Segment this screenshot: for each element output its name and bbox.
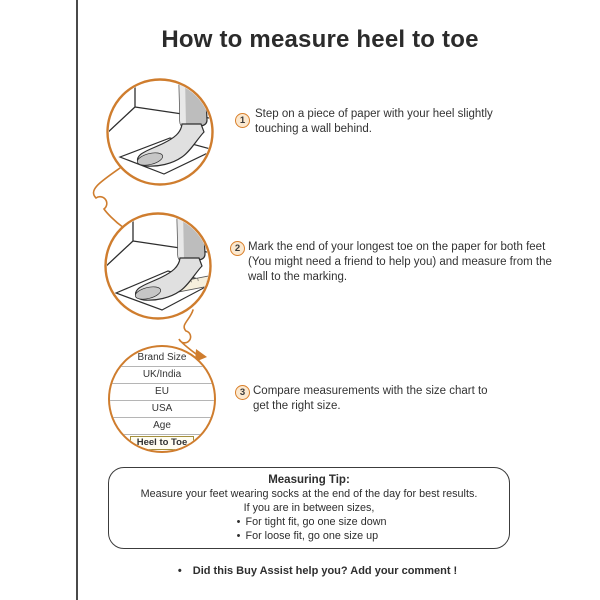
size-chart-table — [110, 350, 214, 451]
step1-illustration — [104, 76, 216, 188]
size-chart-row: Brand Size — [137, 352, 187, 363]
footer-note — [80, 565, 550, 577]
page-title: How to measure heel to toe — [161, 26, 479, 53]
bullet-icon: • — [177, 565, 182, 577]
size-chart-row: USA — [110, 400, 214, 417]
tip-line-1: Measure your feet wearing socks at the end of the day for best results. — [140, 488, 478, 500]
measuring-tip-box — [108, 467, 510, 549]
step1-instruction: Step on a piece of paper with your heel slightly touching a wall behind. — [255, 108, 493, 135]
footer-text: Did this Buy Assist help you? Add your comment ! — [192, 565, 458, 577]
size-chart-row: UK/India — [110, 366, 214, 383]
step2-illustration — [102, 210, 214, 322]
step1-number-badge: 1 — [235, 113, 250, 128]
tip-title: Measuring Tip: — [268, 474, 350, 486]
tip-bullet-item — [231, 515, 386, 529]
size-chart-row-highlighted — [110, 434, 214, 451]
step3-instruction: Compare measurements with the size chart to get the right size. — [253, 385, 488, 412]
tip-bullet-text: For tight fit, go one size down — [245, 516, 387, 528]
size-chart-row: EU — [110, 383, 214, 400]
size-chart-row: Age — [110, 417, 214, 434]
bullet-icon: • — [236, 516, 241, 528]
step3-number-badge: 3 — [235, 385, 250, 400]
step2-instruction: Mark the end of your longest toe on the paper for both feet (You might need a friend to help you) and measure from the wall to the marking. — [248, 241, 552, 283]
tip-bullet-list — [231, 515, 386, 543]
bullet-icon: • — [236, 530, 241, 542]
heel-to-toe-highlight-box: Heel to Toe — [130, 436, 195, 450]
step2-number-badge: 2 — [230, 241, 245, 256]
tip-bullet-text: For loose fit, go one size up — [245, 530, 379, 542]
size-chart-circle — [108, 345, 216, 453]
tip-line-2: If you are in between sizes, — [243, 502, 375, 514]
tip-bullet-item — [231, 529, 386, 543]
